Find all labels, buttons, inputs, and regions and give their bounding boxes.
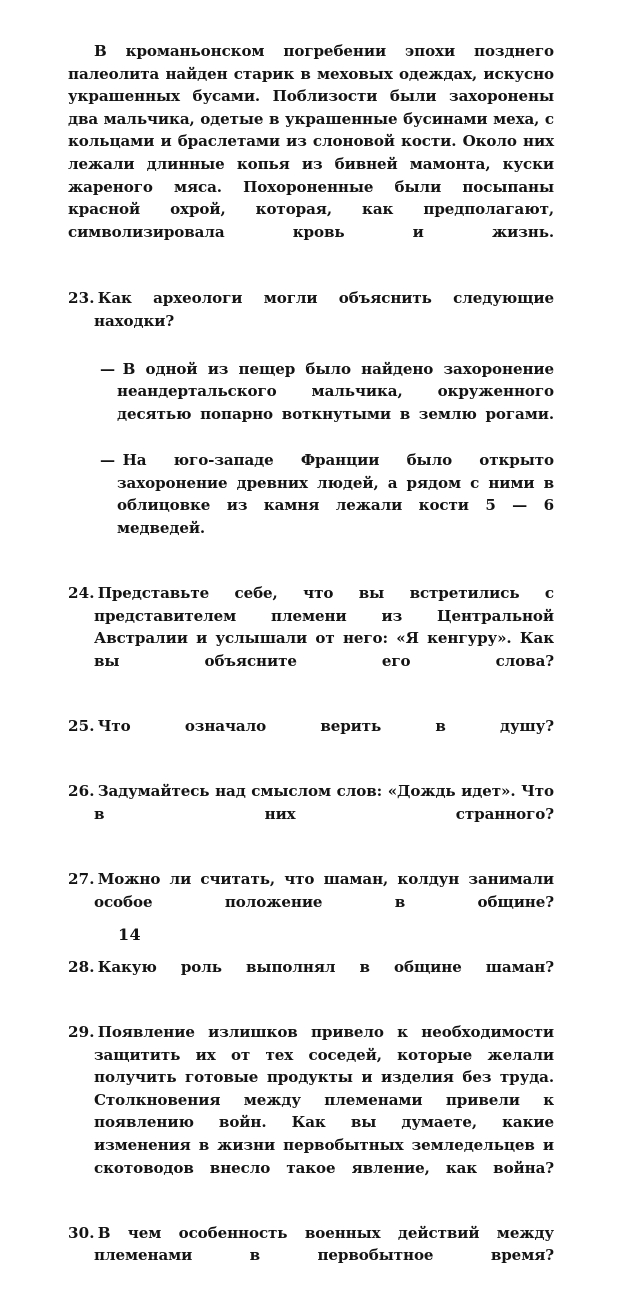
question-28	[68, 956, 554, 1001]
question-number-28: 28.	[68, 957, 98, 976]
question-29	[68, 1021, 554, 1202]
question-text-25: Что означало верить в душу?	[97, 717, 554, 736]
list-item-text: В одной из пещер было найдено захоронение неандертальского мальчика, окруженного десятью попарно воткнутыми в землю рогами.	[117, 359, 554, 423]
question-number-23: 23.	[68, 288, 98, 307]
question-text-27: Можно ли считать, что шаман, колдун занимали особое положение в общине?	[94, 870, 554, 911]
question-number-30: 30.	[68, 1223, 98, 1242]
question-24	[68, 582, 554, 695]
question-30	[68, 1222, 554, 1290]
question-number-24: 24.	[68, 584, 98, 603]
list-item-text: На юго-западе Франции было открыто захоронение древних людей, а рядом с ними в облицовке из камня лежали кости 5 — 6 медведей.	[117, 451, 554, 537]
text-column	[68, 40, 554, 1310]
question-text-23: Как археологи могли объяснить следующие находки?	[94, 288, 554, 330]
em-dash-bullet-icon: —	[100, 451, 123, 470]
question-23-sub-list	[68, 358, 554, 562]
question-text-29: Появление излишков привело к необходимости защитить их от тех соседей, которые желали получить готовые продукты и изделия без труда. Столкновения между племенами привели к появлению войн. Как вы думаете, какие изменения в жизни первобытных земледельцев и скотоводов внесло такое явление, как война?	[94, 1022, 554, 1177]
question-25	[68, 715, 554, 760]
list-item	[68, 358, 554, 448]
question-number-27: 27.	[68, 870, 98, 888]
question-text-26: Задумайтесь над смыслом слов: «Дождь идет». Что в них странного?	[94, 782, 554, 823]
question-text-28: Какую роль выполнял в общине шаман?	[97, 957, 554, 976]
em-dash-bullet-icon: —	[100, 359, 123, 378]
question-number-26: 26.	[68, 782, 98, 801]
question-26	[68, 780, 554, 848]
question-block-23	[68, 287, 554, 562]
question-number-29: 29.	[68, 1022, 98, 1041]
page-number: 14	[118, 925, 142, 944]
question-text-24: Представьте себе, что вы встретились с представителем племени из Центральной Австралии и услышали от него: «Я кенгуру». Как вы объясните его слова?	[94, 584, 554, 670]
question-number-25: 25.	[68, 717, 98, 736]
question-text-30: В чем особенность военных действий между племенами в первобытное время?	[94, 1223, 554, 1265]
question-23	[68, 287, 554, 355]
list-item	[68, 449, 554, 562]
intro-paragraph: В кроманьонском погребении эпохи позднего палеолита найден старик в меховых одеждах, искусно украшенных бусами. Поблизости были захоронены два мальчика, одетые в украшенные бусинами меха, с кольцами и браслетами из слоновой кости. Около них лежали длинные копья из бивней мамонта, куски жареного мяса. Похороненные были посыпаны красной охрой, которая, как предполагают, символизировала кровь и жизнь.	[68, 42, 554, 241]
